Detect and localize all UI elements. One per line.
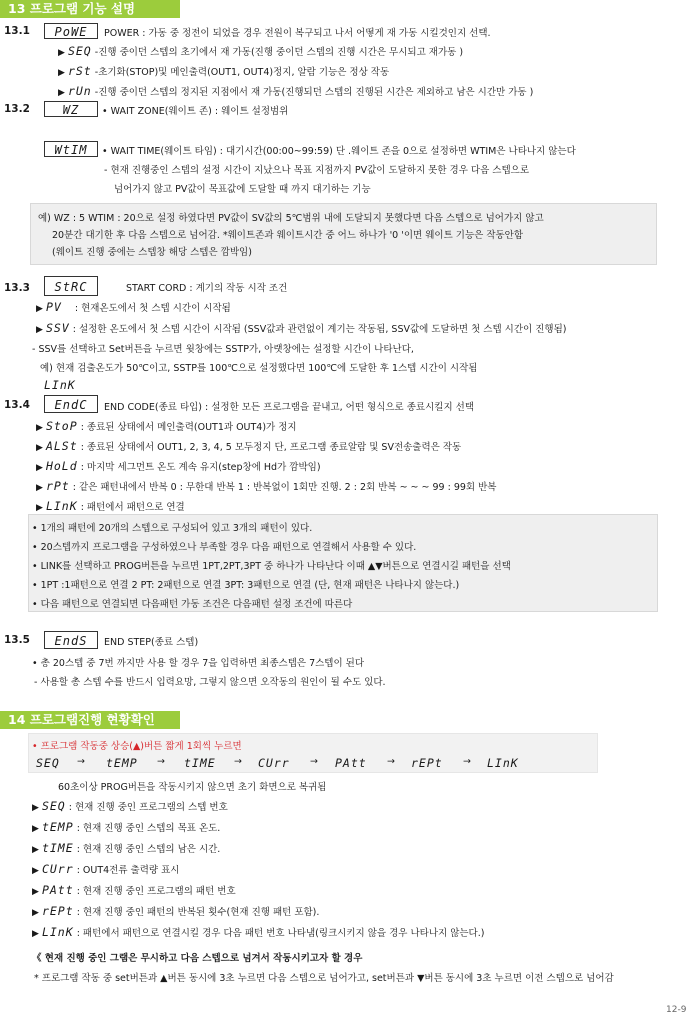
end-step-display-box: EndS	[44, 631, 98, 649]
timeout-note: 60초이상 PROG버튼을 작동시키지 않으면 초기 화면으로 복귀됨	[58, 782, 327, 793]
segment-code: tIME	[41, 841, 74, 855]
section-13-4-number: 13.4	[4, 399, 30, 411]
wait-example-line-1: 예) WZ : 5 WTIM : 20으로 설정 하였다면 PV값이 SV값의 5℃범위 내에 도달되지 못했다면 다음 스텝으로 넘어가지 않고	[38, 213, 544, 224]
link-segment-label: LInK	[44, 378, 76, 392]
arrow-right-icon: →	[157, 756, 165, 767]
segment-code: SEQ	[67, 44, 92, 58]
power-item-seq	[58, 44, 463, 58]
power-description: POWER : 가동 중 정전이 되었을 경우 전원이 복구되고 나서 어떻게 재 가동 시킬것인지 선택.	[104, 28, 491, 39]
end-code-item-alst	[36, 439, 461, 453]
power-display-box: PoWE	[44, 23, 98, 39]
segment-code: CUrr	[41, 862, 74, 876]
start-cord-note-1: - SSV를 선택하고 Set버튼을 누르면 윗창에는 SSTP가, 아랫창에는 설정할 시간이 나타난다,	[32, 344, 414, 355]
seq-step-link: LInK	[487, 756, 519, 770]
segment-code: ALSt	[45, 439, 78, 453]
item-text: -진행 중이던 스텝의 정지된 지점에서 재 가동(진행되던 스텝의 진행된 시간은 제외하고 남은 시간만 가동 )	[94, 87, 534, 98]
wait-time-display-box: WtIM	[44, 141, 98, 157]
wait-zone-description: • WAIT ZONE(웨이트 존) : 웨이트 설정범위	[102, 106, 289, 117]
section-14-header: 14 프로그램진행 현황확인	[0, 711, 180, 729]
segment-code: rUn	[67, 84, 92, 98]
segment-code: tEMP	[41, 820, 74, 834]
bullet-arrow-icon: ▶	[36, 503, 43, 513]
wait-example-line-3: (웨이트 진행 중에는 스텝창 해당 스텝은 깜박임)	[52, 247, 252, 258]
page-number: 12-9	[666, 1005, 687, 1015]
item-text: : OUT4전류 출력량 표시	[76, 865, 180, 876]
section-13-1-number: 13.1	[4, 25, 30, 37]
end-code-item-rpt	[36, 479, 496, 493]
wait-time-note-1: - 현재 진행중인 스텝의 설정 시간이 지났으나 목표 지점까지 PV값이 도달하지 못한 경우 다음 스텝으로	[104, 165, 530, 176]
status-item-patt	[32, 883, 236, 897]
item-text: : 현재온도에서 첫 스텝 시간이 시작됨	[74, 303, 231, 314]
link-info-line: • 1PT :1패턴으로 연결 2 PT: 2패턴으로 연결 3PT: 3패턴으로 연결 (단, 현재 패턴은 나타나지 않는다.)	[32, 580, 460, 591]
arrow-right-icon: →	[310, 756, 318, 767]
bullet-arrow-icon: ▶	[36, 423, 43, 433]
link-info-line: • 20스텝까지 프로그램을 구성하였으나 부족할 경우 다음 패턴으로 연결해서 사용할 수 있다.	[32, 542, 417, 553]
wait-zone-display-box: WZ	[44, 101, 98, 117]
seq-step-temp: tEMP	[106, 756, 138, 770]
wait-time-description: • WAIT TIME(웨이트 타임) : 대기시간(00:00~99:59) 단 .웨이트 존을 0으로 설정하면 WTIM은 나타나지 않는다	[102, 146, 576, 157]
item-text: : 설정한 온도에서 첫 스텝 시간이 시작됨 (SSV값과 관련없이 계기는 작동됨, SSV값에 도달하면 첫 스텝 시간이 진행됨)	[72, 324, 567, 335]
arrow-right-icon: →	[463, 756, 471, 767]
end-step-note-1: • 총 20스텝 중 7번 까지만 사용 할 경우 7을 입력하면 최종스텝은 7스텝이 된다	[32, 658, 365, 669]
item-text: : 현재 진행 중인 스텝의 남은 시간.	[76, 844, 221, 855]
seq-step-patt: PAtt	[335, 756, 367, 770]
bullet-arrow-icon: ▶	[36, 483, 43, 493]
status-item-curr	[32, 862, 179, 876]
end-code-item-hold	[36, 459, 321, 473]
end-code-item-stop	[36, 419, 297, 433]
segment-code: SEQ	[41, 799, 66, 813]
item-text: : 현재 진행 중인 프로그램의 스텝 번호	[68, 802, 228, 813]
power-item-rst	[58, 64, 389, 78]
status-item-link	[32, 925, 484, 939]
seq-step-seq: SEQ	[36, 756, 60, 770]
status-item-temp	[32, 820, 220, 834]
start-cord-note-2: 예) 현재 검출온도가 50℃이고, SSTP를 100℃으로 설정했다면 100℃에 도달한 후 1스텝 시간이 시작됨	[40, 363, 478, 374]
skip-step-heading: 《 현재 진행 중인 그램은 무시하고 다음 스텝으로 넘겨서 작동시키고자 할 경우	[32, 953, 363, 964]
bullet-arrow-icon: ▶	[32, 887, 39, 897]
item-text: : 마지막 세그먼트 온도 계속 유지(step창에 Hd가 깜박임)	[80, 462, 321, 473]
end-step-description: END STEP(종료 스텝)	[104, 637, 199, 648]
segment-code: HoLd	[45, 459, 78, 473]
bullet-arrow-icon: ▶	[32, 866, 39, 876]
item-text: : 현재 진행 중인 스텝의 목표 온도.	[76, 823, 221, 834]
item-text: : 현재 진행 중인 패턴의 반복된 횟수(현재 진행 패턴 포함).	[76, 907, 320, 918]
segment-code: rEPt	[41, 904, 74, 918]
bullet-arrow-icon: ▶	[32, 803, 39, 813]
start-cord-display-box: StRC	[44, 276, 98, 296]
bullet-arrow-icon: ▶	[32, 824, 39, 834]
bullet-arrow-icon: ▶	[36, 304, 43, 314]
seq-step-time: tIME	[184, 756, 216, 770]
link-info-line: • 다음 패턴으로 연결되면 다음패턴 가동 조건은 다음패턴 설정 조건에 따른다	[32, 599, 353, 610]
link-info-line: • 1개의 패턴에 20개의 스텝으로 구성되어 있고 3개의 패턴이 있다.	[32, 523, 313, 534]
bullet-arrow-icon: ▶	[36, 463, 43, 473]
item-text: : 종료된 상태에서 OUT1, 2, 3, 4, 5 모두정지 단, 프로그램 종료알람 및 SV전송출력은 작동	[80, 442, 462, 453]
segment-code: LInK	[45, 499, 78, 513]
segment-code: LInK	[41, 925, 74, 939]
status-item-rept	[32, 904, 319, 918]
seq-step-rept: rEPt	[411, 756, 443, 770]
end-code-description: END CODE(종료 타입) : 설정한 모든 프로그램을 끝내고, 어떤 형식으로 종료시킬지 선택	[104, 402, 475, 413]
segment-code: rPt	[45, 479, 70, 493]
arrow-right-icon: →	[234, 756, 242, 767]
bullet-arrow-icon: ▶	[36, 325, 43, 335]
wait-example-line-2: 20분간 대기한 후 다음 스텝으로 넘어감. *웨이트존과 웨이트시간 중 어느 하나가 '0 '이면 웨이트 기능은 작동안함	[52, 230, 524, 241]
link-info-line: • LINK를 선택하고 PROG버튼을 누르면 1PT,2PT,3PT 중 하나가 나타난다 이때 ▲▼버튼으로 연결시길 패턴을 선택	[32, 561, 511, 572]
segment-code: SSV	[45, 321, 70, 335]
power-item-run	[58, 84, 533, 98]
item-text: : 종료된 상태에서 메인출력(OUT1과 OUT4)가 정지	[80, 422, 297, 433]
bullet-arrow-icon: ▶	[32, 908, 39, 918]
end-step-note-2: - 사용할 총 스텝 수를 반드시 입력요망, 그렇지 않으면 오작동의 원인이 될 수도 있다.	[34, 677, 386, 688]
start-cord-description: START CORD : 계기의 작동 시작 조건	[126, 283, 288, 294]
arrow-right-icon: →	[77, 756, 85, 767]
start-cord-item-ssv	[36, 321, 566, 335]
start-cord-item-pv	[36, 300, 231, 314]
bullet-arrow-icon: ▶	[36, 443, 43, 453]
bullet-arrow-icon: ▶	[58, 88, 65, 98]
sequence-instruction: • 프로그램 작동중 상승(▲)버튼 짧게 1회씩 누르면	[32, 741, 242, 752]
segment-code: rSt	[67, 64, 92, 78]
end-code-display-box: EndC	[44, 395, 98, 413]
section-13-3-number: 13.3	[4, 282, 30, 294]
section-13-5-number: 13.5	[4, 634, 30, 646]
skip-step-instruction: * 프로그램 작동 중 set버튼과 ▲버튼 동시에 3초 누르면 다음 스텝으로 넘어가고, set버튼과 ▼버튼 동시에 3초 누르면 이전 스텝으로 넘어감	[34, 973, 614, 984]
end-code-item-link	[36, 499, 185, 513]
item-text: : 같은 패턴내에서 반복 0 : 무한대 반복 1 : 반복없이 1회만 진행. 2 : 2회 반복 ~ ~ ~ 99 : 99회 반복	[72, 482, 497, 493]
segment-code: StoP	[45, 419, 78, 433]
segment-code: PAtt	[41, 883, 74, 897]
bullet-arrow-icon: ▶	[32, 845, 39, 855]
item-text: : 패턴에서 패턴으로 연결시킬 경우 다음 패턴 번호 나타냄(링크시키지 않을 경우 나타나지 않는다.)	[76, 928, 485, 939]
segment-code: PV	[45, 300, 62, 314]
section-13-2-number: 13.2	[4, 103, 30, 115]
item-text: -진행 중이던 스텝의 초기에서 재 가동(진행 중이던 스텝의 진행 시간은 무시되고 재가동 )	[94, 47, 464, 58]
bullet-arrow-icon: ▶	[58, 48, 65, 58]
item-text: : 현재 진행 중인 프로그램의 패턴 번호	[76, 886, 236, 897]
item-text: : 패턴에서 패턴으로 연결	[80, 502, 185, 513]
arrow-right-icon: →	[387, 756, 395, 767]
bullet-arrow-icon: ▶	[58, 68, 65, 78]
section-13-header: 13 프로그램 기능 설명	[0, 0, 180, 18]
item-text: -초기화(STOP)및 메인출력(OUT1, OUT4)정지, 알람 기능은 정상 작동	[94, 67, 390, 78]
wait-time-note-2: 넘어가지 않고 PV값이 목표값에 도달할 때 까지 대기하는 기능	[114, 184, 371, 195]
bullet-arrow-icon: ▶	[32, 929, 39, 939]
status-item-seq	[32, 799, 228, 813]
seq-step-curr: CUrr	[258, 756, 290, 770]
status-item-time	[32, 841, 220, 855]
